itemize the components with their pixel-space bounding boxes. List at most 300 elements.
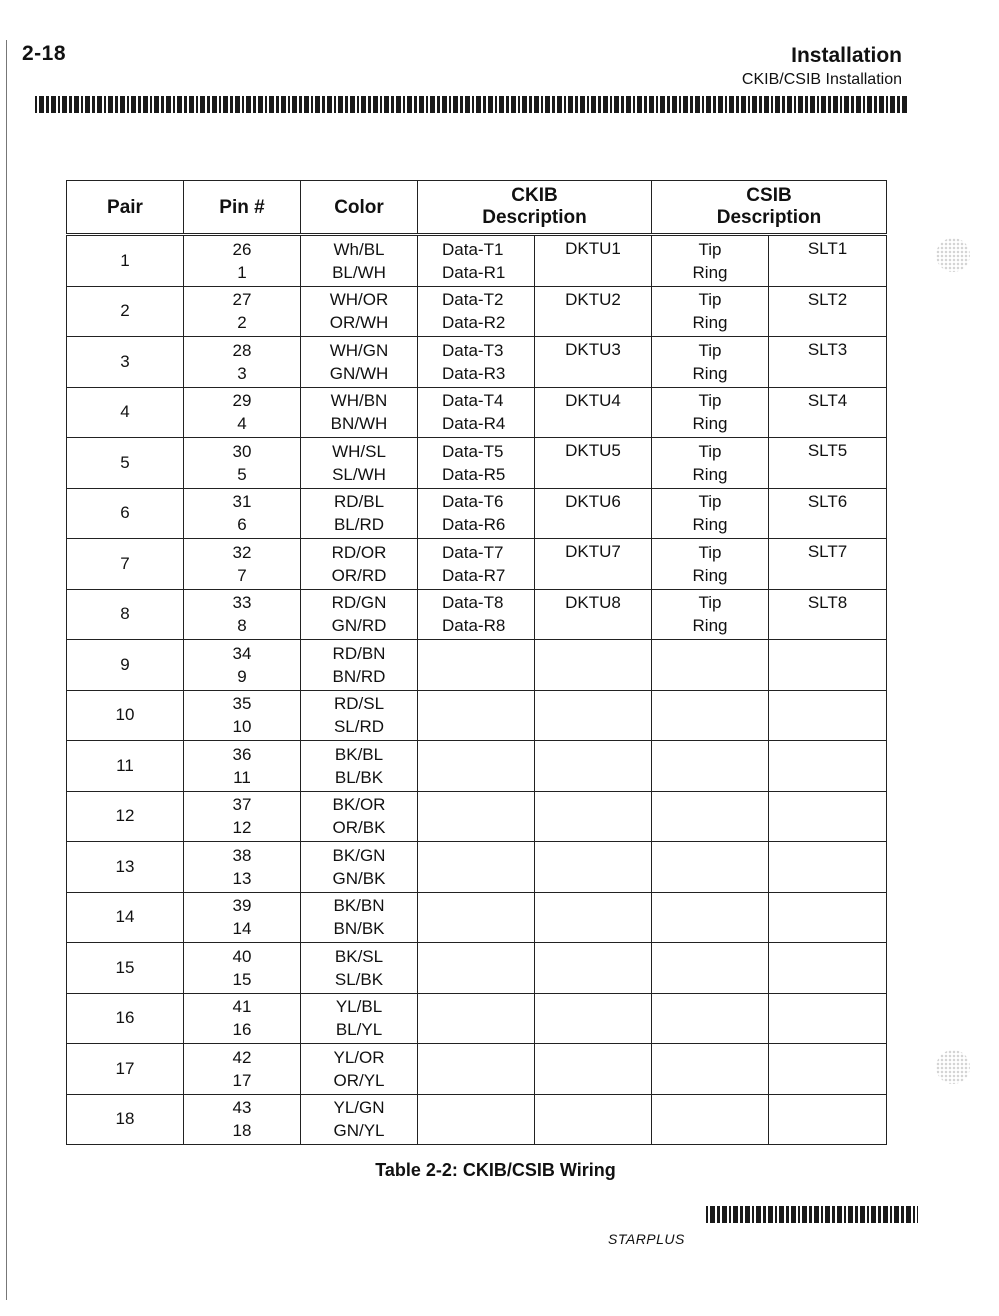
col-header-csib-title: CSIB bbox=[746, 185, 792, 206]
pin-b: 4 bbox=[237, 414, 247, 434]
pin-b: 18 bbox=[232, 1121, 252, 1141]
pin-b: 15 bbox=[232, 969, 252, 989]
csib-tip: Tip bbox=[698, 391, 722, 411]
ckib-port-cell bbox=[535, 488, 652, 539]
csib-port: SLT7 bbox=[807, 542, 848, 561]
color-cell bbox=[301, 892, 418, 943]
color-b: BN/BK bbox=[333, 919, 385, 939]
color-cell bbox=[301, 1044, 418, 1095]
pin-a: 32 bbox=[232, 542, 252, 562]
csib-port: SLT5 bbox=[807, 441, 848, 460]
csib-port-cell bbox=[769, 539, 887, 590]
pair-number: 14 bbox=[115, 907, 135, 927]
ckib-data-r: Data-R5 bbox=[442, 464, 506, 484]
color-cell bbox=[301, 640, 418, 691]
empty-cell bbox=[652, 690, 769, 741]
color-cell bbox=[301, 286, 418, 337]
csib-port: SLT3 bbox=[807, 340, 848, 359]
color-cell bbox=[301, 337, 418, 388]
col-header-csib-desc: Description bbox=[716, 207, 822, 228]
punch-hole-mark bbox=[936, 1050, 970, 1084]
table-row bbox=[67, 993, 887, 1044]
ckib-data-cell bbox=[418, 235, 535, 287]
color-a: BK/OR bbox=[332, 795, 386, 815]
pair-cell bbox=[67, 640, 184, 691]
ckib-port: DKTU8 bbox=[565, 592, 621, 612]
csib-ring: Ring bbox=[692, 515, 728, 535]
csib-port: SLT1 bbox=[807, 239, 848, 258]
empty-cell bbox=[652, 943, 769, 994]
csib-ring: Ring bbox=[692, 262, 728, 282]
pin-b: 3 bbox=[237, 363, 247, 383]
pin-a: 40 bbox=[232, 946, 252, 966]
pin-b: 2 bbox=[237, 313, 247, 333]
color-a: BK/SL bbox=[334, 946, 384, 966]
color-a: Wh/BL bbox=[333, 239, 385, 259]
ckib-data-t: Data-T7 bbox=[442, 542, 504, 562]
csib-tipring-cell bbox=[652, 589, 769, 640]
ckib-data-t: Data-T1 bbox=[442, 239, 504, 259]
pair-number: 12 bbox=[115, 806, 135, 826]
col-header-csib bbox=[652, 181, 887, 235]
pair-number: 13 bbox=[115, 856, 135, 876]
table-row bbox=[67, 640, 887, 691]
color-a: RD/GN bbox=[331, 593, 387, 613]
ckib-data-r: Data-R3 bbox=[442, 363, 506, 383]
color-cell bbox=[301, 438, 418, 489]
ckib-data-r: Data-R6 bbox=[442, 515, 506, 535]
pin-a: 30 bbox=[232, 441, 252, 461]
color-cell bbox=[301, 589, 418, 640]
csib-port-cell bbox=[769, 235, 887, 287]
color-b: OR/WH bbox=[329, 313, 389, 333]
csib-ring: Ring bbox=[692, 616, 728, 636]
pin-b: 9 bbox=[237, 666, 247, 686]
empty-cell bbox=[535, 690, 652, 741]
empty-cell bbox=[652, 741, 769, 792]
ckib-data-cell bbox=[418, 589, 535, 640]
csib-tip: Tip bbox=[698, 492, 722, 512]
table-row bbox=[67, 337, 887, 388]
pin-a: 29 bbox=[232, 391, 252, 411]
pair-number: 8 bbox=[120, 604, 130, 624]
page-number: 2-18 bbox=[22, 42, 67, 65]
col-header-pin: Pin # bbox=[184, 181, 301, 235]
csib-port: SLT2 bbox=[807, 289, 848, 309]
pin-cell bbox=[184, 791, 301, 842]
pin-cell bbox=[184, 842, 301, 893]
pin-cell bbox=[184, 488, 301, 539]
color-b: SL/WH bbox=[332, 464, 386, 484]
color-b: SL/BK bbox=[334, 969, 384, 989]
empty-cell bbox=[769, 741, 887, 792]
pin-cell bbox=[184, 993, 301, 1044]
pair-cell bbox=[67, 791, 184, 842]
color-a: WH/GN bbox=[329, 340, 389, 360]
pair-number: 11 bbox=[116, 755, 134, 775]
pin-b: 16 bbox=[232, 1020, 252, 1040]
ckib-port: DKTU1 bbox=[565, 239, 621, 258]
pair-number: 4 bbox=[120, 402, 130, 422]
empty-cell bbox=[535, 1044, 652, 1095]
pair-cell bbox=[67, 438, 184, 489]
csib-port-cell bbox=[769, 286, 887, 337]
pair-cell bbox=[67, 589, 184, 640]
table-row bbox=[67, 589, 887, 640]
table-row bbox=[67, 438, 887, 489]
pin-b: 17 bbox=[232, 1070, 252, 1090]
table-row bbox=[67, 488, 887, 539]
pin-b: 6 bbox=[237, 515, 247, 535]
color-a: YL/OR bbox=[333, 1047, 385, 1067]
ckib-data-cell bbox=[418, 337, 535, 388]
col-header-color: Color bbox=[301, 181, 418, 235]
pair-number: 16 bbox=[115, 1008, 135, 1028]
color-b: SL/RD bbox=[333, 717, 385, 737]
empty-cell bbox=[769, 892, 887, 943]
color-cell bbox=[301, 690, 418, 741]
csib-port-cell bbox=[769, 387, 887, 438]
empty-cell bbox=[418, 842, 535, 893]
csib-port-cell bbox=[769, 488, 887, 539]
empty-cell bbox=[652, 892, 769, 943]
ckib-data-cell bbox=[418, 438, 535, 489]
pin-b: 5 bbox=[237, 464, 247, 484]
table-row bbox=[67, 235, 887, 287]
ckib-port-cell bbox=[535, 438, 652, 489]
csib-tipring-cell bbox=[652, 438, 769, 489]
pin-cell bbox=[184, 690, 301, 741]
color-cell bbox=[301, 235, 418, 287]
color-b: BN/WH bbox=[330, 414, 388, 434]
csib-tipring-cell bbox=[652, 235, 769, 287]
ckib-data-r: Data-R1 bbox=[442, 262, 506, 282]
ckib-port: DKTU5 bbox=[565, 441, 621, 460]
csib-ring: Ring bbox=[692, 363, 728, 383]
ckib-data-r: Data-R4 bbox=[442, 414, 506, 434]
color-cell bbox=[301, 387, 418, 438]
color-a: WH/OR bbox=[329, 290, 389, 310]
pair-cell bbox=[67, 741, 184, 792]
pair-cell bbox=[67, 943, 184, 994]
pin-a: 34 bbox=[232, 643, 252, 663]
empty-cell bbox=[652, 1044, 769, 1095]
color-b: GN/BK bbox=[332, 868, 386, 888]
ckib-port: DKTU3 bbox=[565, 340, 621, 359]
color-b: BL/BK bbox=[334, 767, 384, 787]
pair-cell bbox=[67, 1094, 184, 1145]
ckib-port-cell bbox=[535, 286, 652, 337]
pin-a: 38 bbox=[232, 845, 252, 865]
empty-cell bbox=[535, 741, 652, 792]
ckib-port-cell bbox=[535, 387, 652, 438]
pin-cell bbox=[184, 1044, 301, 1095]
ckib-data-cell bbox=[418, 539, 535, 590]
table-header-row bbox=[67, 181, 887, 235]
pin-b: 14 bbox=[232, 919, 252, 939]
pair-cell bbox=[67, 488, 184, 539]
ckib-data-cell bbox=[418, 387, 535, 438]
empty-cell bbox=[769, 842, 887, 893]
pair-number: 5 bbox=[120, 452, 130, 472]
csib-tipring-cell bbox=[652, 337, 769, 388]
empty-cell bbox=[535, 842, 652, 893]
pin-cell bbox=[184, 1094, 301, 1145]
csib-port-cell bbox=[769, 589, 887, 640]
color-a: WH/BN bbox=[330, 391, 388, 411]
ckib-data-r: Data-R7 bbox=[442, 565, 506, 585]
csib-tipring-cell bbox=[652, 539, 769, 590]
section-title: Installation bbox=[791, 44, 902, 67]
empty-cell bbox=[769, 690, 887, 741]
pair-number: 3 bbox=[120, 351, 130, 371]
empty-cell bbox=[535, 943, 652, 994]
table-row bbox=[67, 741, 887, 792]
empty-cell bbox=[418, 892, 535, 943]
ckib-data-t: Data-T3 bbox=[442, 340, 504, 360]
csib-port: SLT4 bbox=[807, 390, 848, 410]
pin-a: 36 bbox=[232, 744, 252, 764]
pin-a: 26 bbox=[232, 239, 252, 259]
ckib-port-cell bbox=[535, 235, 652, 287]
ckib-port: DKTU7 bbox=[565, 542, 621, 561]
csib-ring: Ring bbox=[692, 313, 728, 333]
pair-number: 17 bbox=[115, 1058, 135, 1078]
pin-b: 12 bbox=[232, 818, 252, 838]
csib-tipring-cell bbox=[652, 286, 769, 337]
csib-ring: Ring bbox=[692, 414, 728, 434]
ckib-port-cell bbox=[535, 539, 652, 590]
empty-cell bbox=[652, 842, 769, 893]
ckib-data-t: Data-T4 bbox=[442, 391, 504, 411]
pair-cell bbox=[67, 235, 184, 287]
pair-cell bbox=[67, 387, 184, 438]
ckib-data-r: Data-R2 bbox=[442, 313, 506, 333]
empty-cell bbox=[535, 1094, 652, 1145]
ckib-data-t: Data-T5 bbox=[442, 441, 504, 461]
color-a: RD/SL bbox=[333, 694, 385, 714]
empty-cell bbox=[418, 943, 535, 994]
pin-cell bbox=[184, 235, 301, 287]
pair-cell bbox=[67, 1044, 184, 1095]
pin-a: 37 bbox=[232, 795, 252, 815]
color-cell bbox=[301, 539, 418, 590]
pin-b: 7 bbox=[237, 565, 247, 585]
csib-tip: Tip bbox=[698, 239, 722, 259]
csib-tip: Tip bbox=[698, 290, 722, 310]
pin-cell bbox=[184, 438, 301, 489]
greek-key-border-footer bbox=[706, 1206, 918, 1223]
color-a: YL/GN bbox=[333, 1098, 385, 1118]
table-row bbox=[67, 1094, 887, 1145]
empty-cell bbox=[535, 993, 652, 1044]
empty-cell bbox=[535, 791, 652, 842]
color-b: GN/WH bbox=[329, 363, 389, 383]
punch-hole-mark bbox=[936, 238, 970, 272]
color-b: OR/RD bbox=[331, 565, 387, 585]
color-cell bbox=[301, 488, 418, 539]
ckib-data-t: Data-T6 bbox=[442, 492, 504, 512]
csib-port: SLT6 bbox=[807, 491, 848, 511]
csib-tip: Tip bbox=[698, 593, 722, 613]
pair-cell bbox=[67, 539, 184, 590]
pin-b: 11 bbox=[233, 767, 251, 787]
empty-cell bbox=[535, 640, 652, 691]
csib-tip: Tip bbox=[698, 542, 722, 562]
empty-cell bbox=[769, 640, 887, 691]
color-cell bbox=[301, 943, 418, 994]
color-b: GN/YL bbox=[333, 1121, 385, 1141]
wiring-table bbox=[66, 180, 887, 1145]
empty-cell bbox=[418, 690, 535, 741]
empty-cell bbox=[652, 791, 769, 842]
csib-port-cell bbox=[769, 337, 887, 388]
table-row bbox=[67, 842, 887, 893]
empty-cell bbox=[652, 640, 769, 691]
pair-cell bbox=[67, 337, 184, 388]
table-row bbox=[67, 892, 887, 943]
pair-number: 7 bbox=[120, 553, 130, 573]
pin-a: 31 bbox=[232, 492, 252, 512]
color-cell bbox=[301, 741, 418, 792]
empty-cell bbox=[769, 791, 887, 842]
table-row bbox=[67, 1044, 887, 1095]
color-a: BK/BL bbox=[334, 744, 384, 764]
pin-cell bbox=[184, 589, 301, 640]
pin-a: 28 bbox=[232, 340, 252, 360]
ckib-data-t: Data-T2 bbox=[442, 290, 504, 310]
col-header-ckib-title: CKIB bbox=[511, 185, 558, 206]
color-a: WH/SL bbox=[332, 441, 386, 461]
ckib-data-cell bbox=[418, 488, 535, 539]
table-row bbox=[67, 387, 887, 438]
empty-cell bbox=[769, 943, 887, 994]
empty-cell bbox=[535, 892, 652, 943]
color-a: RD/BN bbox=[332, 643, 386, 663]
pin-b: 13 bbox=[232, 868, 252, 888]
color-b: GN/RD bbox=[331, 616, 387, 636]
ckib-data-cell bbox=[418, 286, 535, 337]
csib-port-cell bbox=[769, 438, 887, 489]
color-b: BL/WH bbox=[332, 262, 386, 282]
pin-cell bbox=[184, 741, 301, 792]
ckib-port: DKTU6 bbox=[565, 491, 621, 511]
pin-cell bbox=[184, 387, 301, 438]
pin-a: 35 bbox=[232, 694, 252, 714]
pin-cell bbox=[184, 286, 301, 337]
ckib-data-r: Data-R8 bbox=[442, 616, 506, 636]
color-b: BN/RD bbox=[332, 666, 386, 686]
section-subtitle: CKIB/CSIB Installation bbox=[741, 71, 902, 88]
table-caption: Table 2-2: CKIB/CSIB Wiring bbox=[375, 1160, 616, 1180]
color-a: BK/GN bbox=[332, 845, 386, 865]
empty-cell bbox=[769, 1044, 887, 1095]
pin-a: 41 bbox=[232, 997, 252, 1017]
csib-tipring-cell bbox=[652, 387, 769, 438]
pair-cell bbox=[67, 993, 184, 1044]
pin-a: 27 bbox=[232, 290, 252, 310]
page-margin-rule bbox=[6, 40, 7, 1300]
color-b: OR/YL bbox=[333, 1070, 385, 1090]
pin-a: 39 bbox=[232, 896, 252, 916]
color-cell bbox=[301, 842, 418, 893]
pair-number: 15 bbox=[115, 957, 135, 977]
pin-cell bbox=[184, 539, 301, 590]
col-header-ckib-desc: Description bbox=[482, 207, 587, 228]
color-b: OR/BK bbox=[332, 818, 386, 838]
ckib-port-cell bbox=[535, 589, 652, 640]
pin-b: 10 bbox=[232, 717, 252, 737]
empty-cell bbox=[769, 993, 887, 1044]
pair-number: 10 bbox=[115, 705, 135, 725]
empty-cell bbox=[418, 993, 535, 1044]
pin-b: 8 bbox=[237, 616, 247, 636]
pair-number: 2 bbox=[120, 301, 130, 321]
pair-cell bbox=[67, 842, 184, 893]
color-b: BL/YL bbox=[335, 1020, 383, 1040]
pin-a: 33 bbox=[232, 593, 252, 613]
table-row bbox=[67, 943, 887, 994]
pin-b: 1 bbox=[237, 262, 247, 282]
pair-number: 18 bbox=[115, 1109, 135, 1129]
csib-tip: Tip bbox=[698, 340, 722, 360]
ckib-port: DKTU4 bbox=[565, 390, 621, 410]
pin-cell bbox=[184, 943, 301, 994]
empty-cell bbox=[769, 1094, 887, 1145]
empty-cell bbox=[418, 741, 535, 792]
color-cell bbox=[301, 993, 418, 1044]
csib-ring: Ring bbox=[692, 464, 728, 484]
color-a: RD/BL bbox=[333, 492, 385, 512]
col-header-ckib bbox=[418, 181, 652, 235]
table-row bbox=[67, 791, 887, 842]
ckib-port-cell bbox=[535, 337, 652, 388]
pin-cell bbox=[184, 640, 301, 691]
csib-tipring-cell bbox=[652, 488, 769, 539]
pair-number: 1 bbox=[120, 250, 130, 270]
empty-cell bbox=[418, 1094, 535, 1145]
color-b: BL/RD bbox=[333, 515, 385, 535]
pin-cell bbox=[184, 892, 301, 943]
greek-key-border-top bbox=[35, 96, 908, 113]
pair-number: 9 bbox=[120, 654, 130, 674]
ckib-data-t: Data-T8 bbox=[442, 593, 504, 613]
table-row bbox=[67, 690, 887, 741]
color-a: RD/OR bbox=[331, 542, 387, 562]
footer-brand: STARPLUS bbox=[608, 1231, 685, 1247]
color-a: BK/BN bbox=[333, 896, 385, 916]
color-cell bbox=[301, 1094, 418, 1145]
empty-cell bbox=[418, 791, 535, 842]
empty-cell bbox=[652, 1094, 769, 1145]
pair-number: 6 bbox=[120, 503, 130, 523]
empty-cell bbox=[418, 1044, 535, 1095]
pin-cell bbox=[184, 337, 301, 388]
empty-cell bbox=[418, 640, 535, 691]
csib-port: SLT8 bbox=[807, 592, 848, 612]
csib-tip: Tip bbox=[698, 441, 722, 461]
pin-a: 42 bbox=[232, 1047, 252, 1067]
pin-a: 43 bbox=[232, 1098, 252, 1118]
color-a: YL/BL bbox=[335, 997, 383, 1017]
csib-ring: Ring bbox=[692, 565, 728, 585]
col-header-pair: Pair bbox=[67, 181, 184, 235]
color-cell bbox=[301, 791, 418, 842]
pair-cell bbox=[67, 892, 184, 943]
ckib-port: DKTU2 bbox=[565, 289, 621, 309]
empty-cell bbox=[652, 993, 769, 1044]
pair-cell bbox=[67, 690, 184, 741]
